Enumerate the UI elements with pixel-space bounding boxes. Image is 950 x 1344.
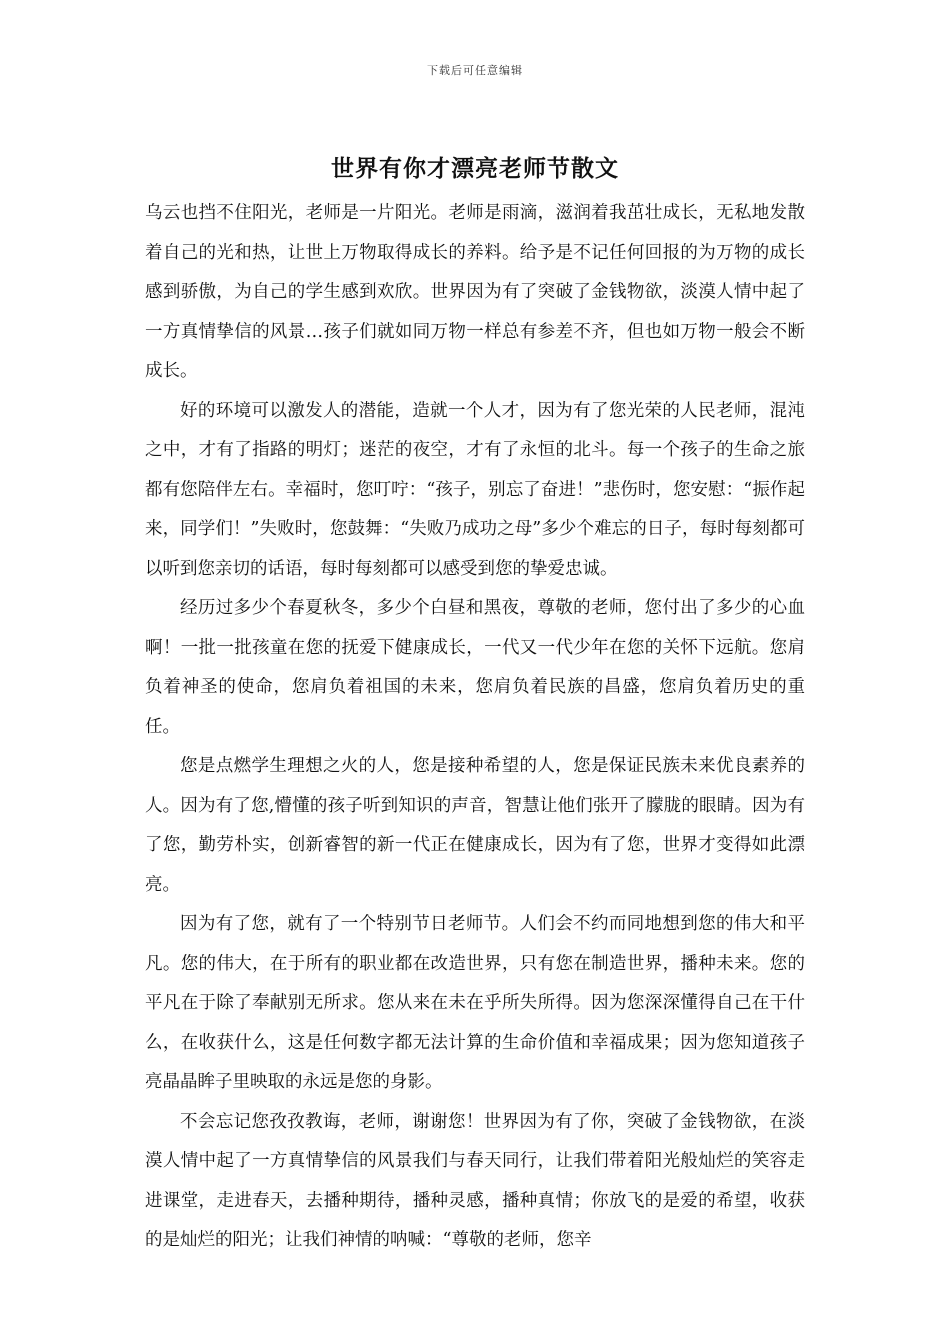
paragraph-5: 因为有了您，就有了一个特别节日老师节。人们会不约而同地想到您的伟大和平凡。您的伟大，在于所有的职业都在改造世界，只有您在制造世界，播种未来。您的平凡在于除了奉献别无所求。您从来在未在乎所失所得。因为您深深懂得自己在干什么，在收获什么，这是任何数字都无法计算的生命价值和幸福成果；因为您知道孩子亮晶晶眸子里映取的永远是您的身影。: [145, 914, 805, 1092]
paragraph-6: 不会忘记您孜孜教诲，老师，谢谢您！世界因为有了你，突破了金钱物欲，在淡漠人情中起了一方真情挚信的风景我们与春天同行，让我们带着阳光般灿烂的笑容走进课堂，走进春天，去播种期待，播种灵感，播种真情；你放飞的是爱的希望，收获的是灿烂的阳光；让我们神情的呐喊：“尊敬的老师，您辛: [145, 1111, 805, 1250]
paragraph-4: 您是点燃学生理想之火的人，您是接种希望的人，您是保证民族未来优良素养的人。因为有了您,懵懂的孩子听到知识的声音，智慧让他们张开了朦胧的眼睛。因为有了您，勤劳朴实，创新睿智的新一代正在健康成长，因为有了您，世界才变得如此漂亮。: [145, 756, 805, 895]
header-note: 下载后可任意编辑: [427, 64, 523, 77]
document-body: [145, 194, 805, 1261]
document-title: 世界有你才漂亮老师节散文: [331, 155, 619, 182]
paragraph-2: 好的环境可以激发人的潜能，造就一个人才，因为有了您光荣的人民老师，混沌之中，才有了指路的明灯；迷茫的夜空，才有了永恒的北斗。每一个孩子的生命之旅都有您陪伴左右。幸福时，您叮咛：“孩子，别忘了奋进！”悲伤时，您安慰：“振作起来，同学们！”失败时，您鼓舞：“失败乃成功之母”多少个难忘的日子，每时每刻都可以听到您亲切的话语，每时每刻都可以感受到您的挚爱忠诚。: [145, 400, 805, 579]
paragraph-1: 乌云也挡不住阳光，老师是一片阳光。老师是雨滴，滋润着我茁壮成长，无私地发散着自己的光和热，让世上万物取得成长的养料。给予是不记任何回报的为万物的成长感到骄傲，为自己的学生感到欢欣。世界因为有了突破了金钱物欲，淡漠人情中起了一方真情挚信的风景…孩子们就如同万物一样总有参差不齐，但也如万物一般会不断成长。: [145, 203, 805, 381]
paragraph-3: 经历过多少个春夏秋冬，多少个白昼和黑夜，尊敬的老师，您付出了多少的心血啊！一批一批孩童在您的抚爱下健康成长，一代又一代少年在您的关怀下远航。您肩负着神圣的使命，您肩负着祖国的未来，您肩负着民族的昌盛，您肩负着历史的重任。: [145, 598, 805, 737]
